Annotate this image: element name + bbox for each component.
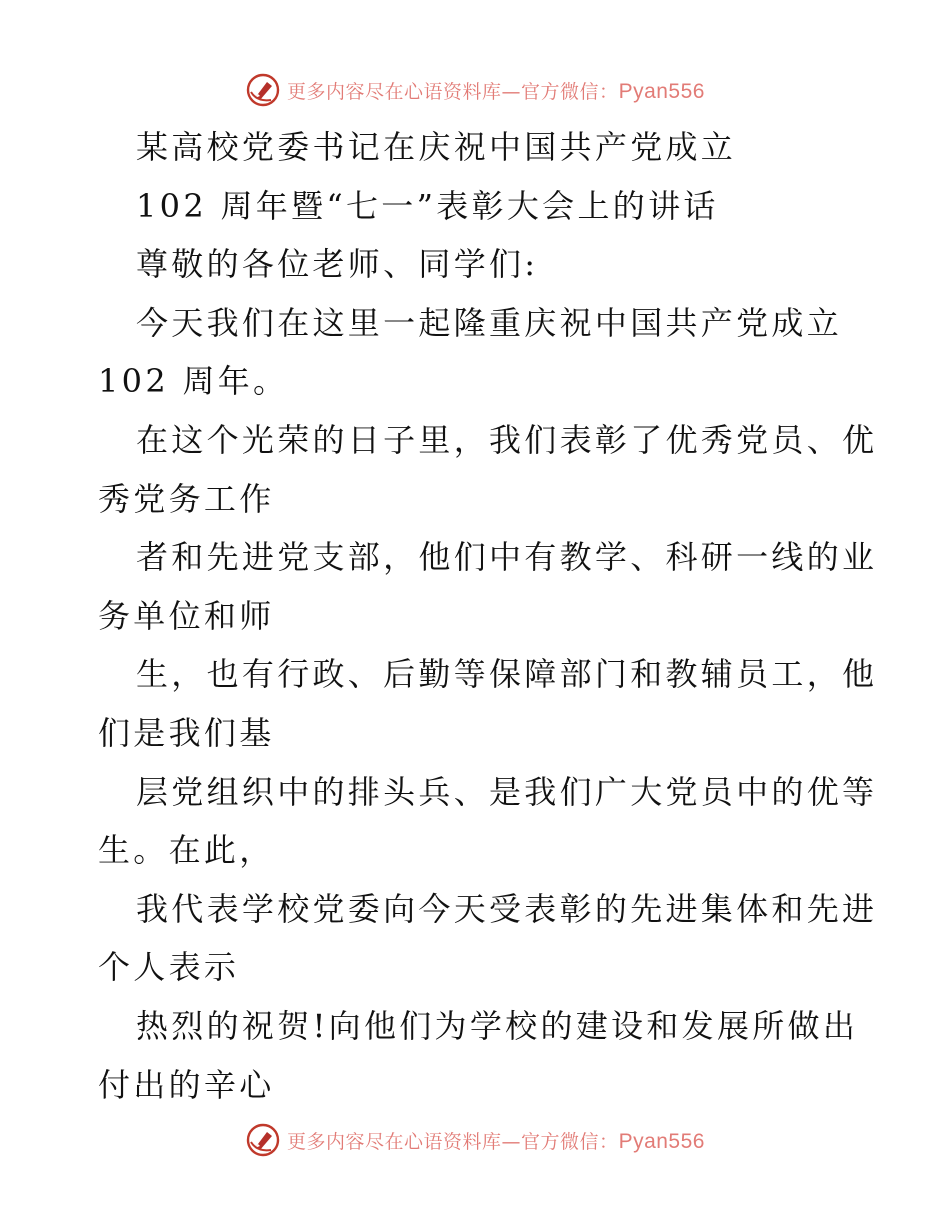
document-body: [98, 118, 878, 1114]
text-line: 我代表学校党委向今天受表彰的先进集体和先进: [136, 889, 878, 928]
text-line: 个人表示: [98, 948, 240, 987]
banner-site-name: 更多内容尽在心语资料库: [287, 80, 502, 103]
text-line: 层党组织中的排头兵、是我们广大党员中的优等: [136, 772, 878, 811]
banner-wechat-label: 官方微信：: [521, 1130, 619, 1153]
banner-wechat-id: Pyan556: [618, 79, 705, 103]
header-banner: [0, 70, 950, 110]
text-line: 今天我们在这里一起隆重庆祝中国共产党成立: [136, 303, 843, 342]
text-line: 生，也有行政、后勤等保障部门和教辅员工，他: [136, 655, 878, 694]
text-line: 务单位和师: [98, 596, 275, 635]
text-line: 102 周年。: [98, 362, 289, 401]
footer-banner: [0, 1120, 950, 1160]
pen-nib-circle-logo-icon: [245, 1122, 281, 1158]
pen-nib-circle-logo-icon: [245, 72, 281, 108]
text-line: 热烈的祝贺!向他们为学校的建设和发展所做出: [136, 1006, 859, 1045]
text-line: 们是我们基: [98, 713, 275, 752]
text-line: 秀党务工作: [98, 479, 275, 518]
banner-wechat-id: Pyan556: [618, 1129, 705, 1153]
text-line: 者和先进党支部，他们中有教学、科研一线的业: [136, 538, 878, 577]
text-line: 在这个光荣的日子里，我们表彰了优秀党员、优: [136, 420, 878, 459]
banner-site-name: 更多内容尽在心语资料库: [287, 1130, 502, 1153]
text-line: 生。在此，: [98, 831, 275, 870]
banner-wechat-label: 官方微信：: [521, 80, 619, 103]
banner-separator: —: [501, 1130, 522, 1153]
banner-separator: —: [501, 80, 522, 103]
text-line: 尊敬的各位老师、同学们:: [136, 245, 539, 284]
text-line: 102 周年暨“七一”表彰大会上的讲话: [136, 186, 719, 225]
text-line: 某高校党委书记在庆祝中国共产党成立: [136, 128, 737, 166]
text-line: 付出的辛心: [98, 1065, 275, 1104]
